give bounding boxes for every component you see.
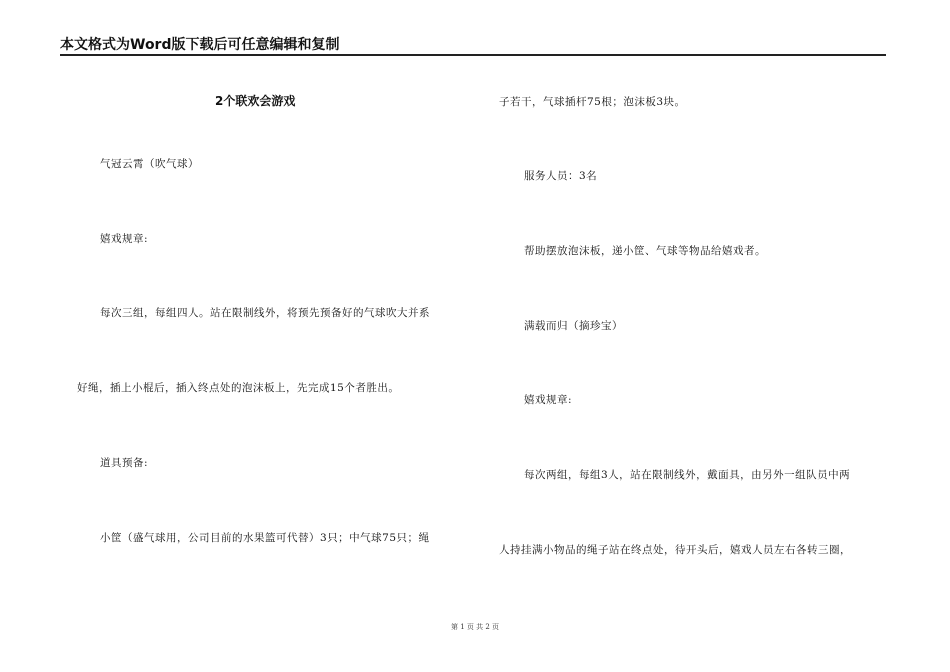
document-title: 2个联欢会游戏 — [215, 94, 296, 108]
game-1-props-text-line-1: 小筐（盛气球用，公司目前的水果篮可代替）3只；中气球75只；绳 — [100, 532, 430, 544]
left-column — [0, 0, 430, 672]
game-2-title: 满载而归（摘珍宝） — [524, 320, 623, 332]
header-banner-text: 本文格式为Word版下载后可任意编辑和复制 — [60, 37, 340, 53]
game-2-rules-text-line-2: 人持挂满小物品的绳子站在终点处，待开头后，嬉戏人员左右各转三圈， — [499, 544, 851, 556]
game-1-rules-text-line-2: 好绳，插上小棍后，插入终点处的泡沫板上，先完成15个者胜出。 — [77, 382, 400, 394]
page-footer: 第 1 页 共 2 页 — [450, 623, 500, 631]
game-1-staff-line: 服务人员：3名 — [524, 170, 598, 182]
game-1-title: 气冠云霄（吹气球） — [100, 158, 199, 170]
game-1-staff-duty-line: 帮助摆放泡沫板，递小筐、气球等物品给嬉戏者。 — [524, 245, 766, 257]
game-1-rules-heading: 嬉戏规章: — [100, 233, 149, 245]
game-1-props-text-line-2: 子若干，气球插杆75根；泡沫板3块。 — [499, 96, 686, 108]
game-2-rules-heading: 嬉戏规章: — [524, 394, 573, 406]
game-2-rules-text-line-1: 每次两组，每组3人，站在限制线外，戴面具，由另外一组队员中两 — [524, 469, 851, 481]
game-1-props-heading: 道具预备: — [100, 457, 149, 469]
right-column — [475, 0, 895, 672]
game-1-rules-text-line-1: 每次三组，每组四人。站在限制线外，将预先预备好的气球吹大并系 — [100, 307, 430, 319]
